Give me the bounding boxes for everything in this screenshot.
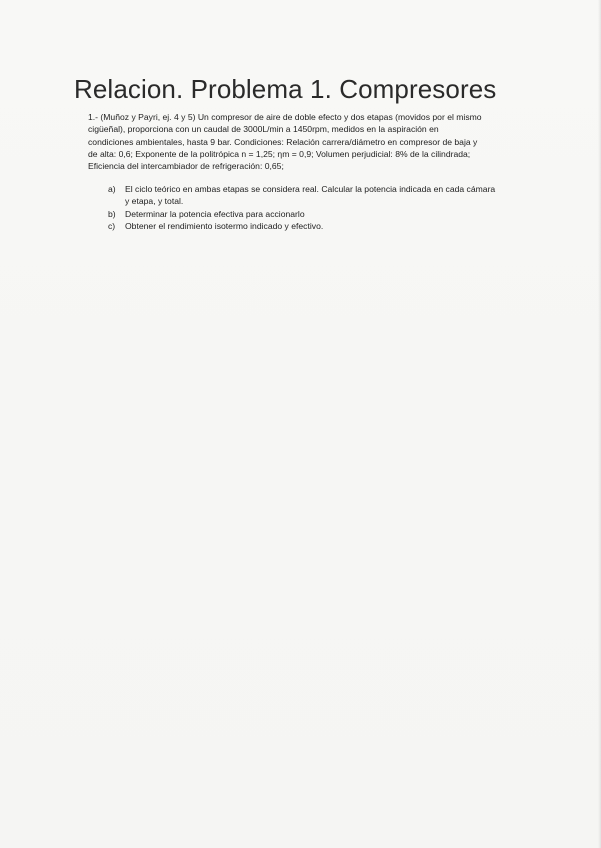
question-item-a (108, 183, 558, 208)
problem-statement (88, 111, 558, 172)
question-marker-c: c) (108, 220, 116, 231)
question-a-line-1: El ciclo teórico en ambas etapas se considera real. Calcular la potencia indicada en cada cámara (125, 184, 496, 194)
problem-line-1: 1.- (Muñoz y Payri, ej. 4 y 5) Un compresor de aire de doble efecto y dos etapas (movidos por el mismo (88, 112, 482, 122)
question-item-b (108, 208, 558, 220)
question-text-c (125, 220, 558, 232)
problem-line-2: cigüeñal), proporciona con un caudal de 3000L/min a 1450rpm, medidos en la aspiración en (88, 124, 439, 135)
question-a-line-2: y etapa, y total. (125, 196, 184, 207)
question-text-a (125, 183, 558, 208)
question-marker-b: b) (108, 208, 116, 219)
document-title: Relacion. Problema 1. Compresores (74, 74, 497, 104)
question-text-b (125, 208, 558, 220)
question-c-line-1: Obtener el rendimiento isotermo indicado y efectivo. (125, 220, 324, 231)
question-item-c (108, 220, 558, 232)
problem-line-3: condiciones ambientales, hasta 9 bar. Condiciones: Relación carrera/diámetro en compresor de baja y (88, 136, 478, 147)
question-list (108, 183, 558, 232)
problem-line-4: de alta: 0,6; Exponente de la politrópica n = 1,25; ηm = 0,9; Volumen perjudicial: 8% de la cilindrada; (88, 148, 471, 159)
problem-paragraph (88, 111, 558, 172)
problem-line-5: Eficiencia del intercambiador de refrigeración: 0,65; (88, 161, 284, 172)
question-marker-a: a) (108, 184, 116, 194)
question-b-line-1: Determinar la potencia efectiva para accionarlo (125, 208, 305, 219)
